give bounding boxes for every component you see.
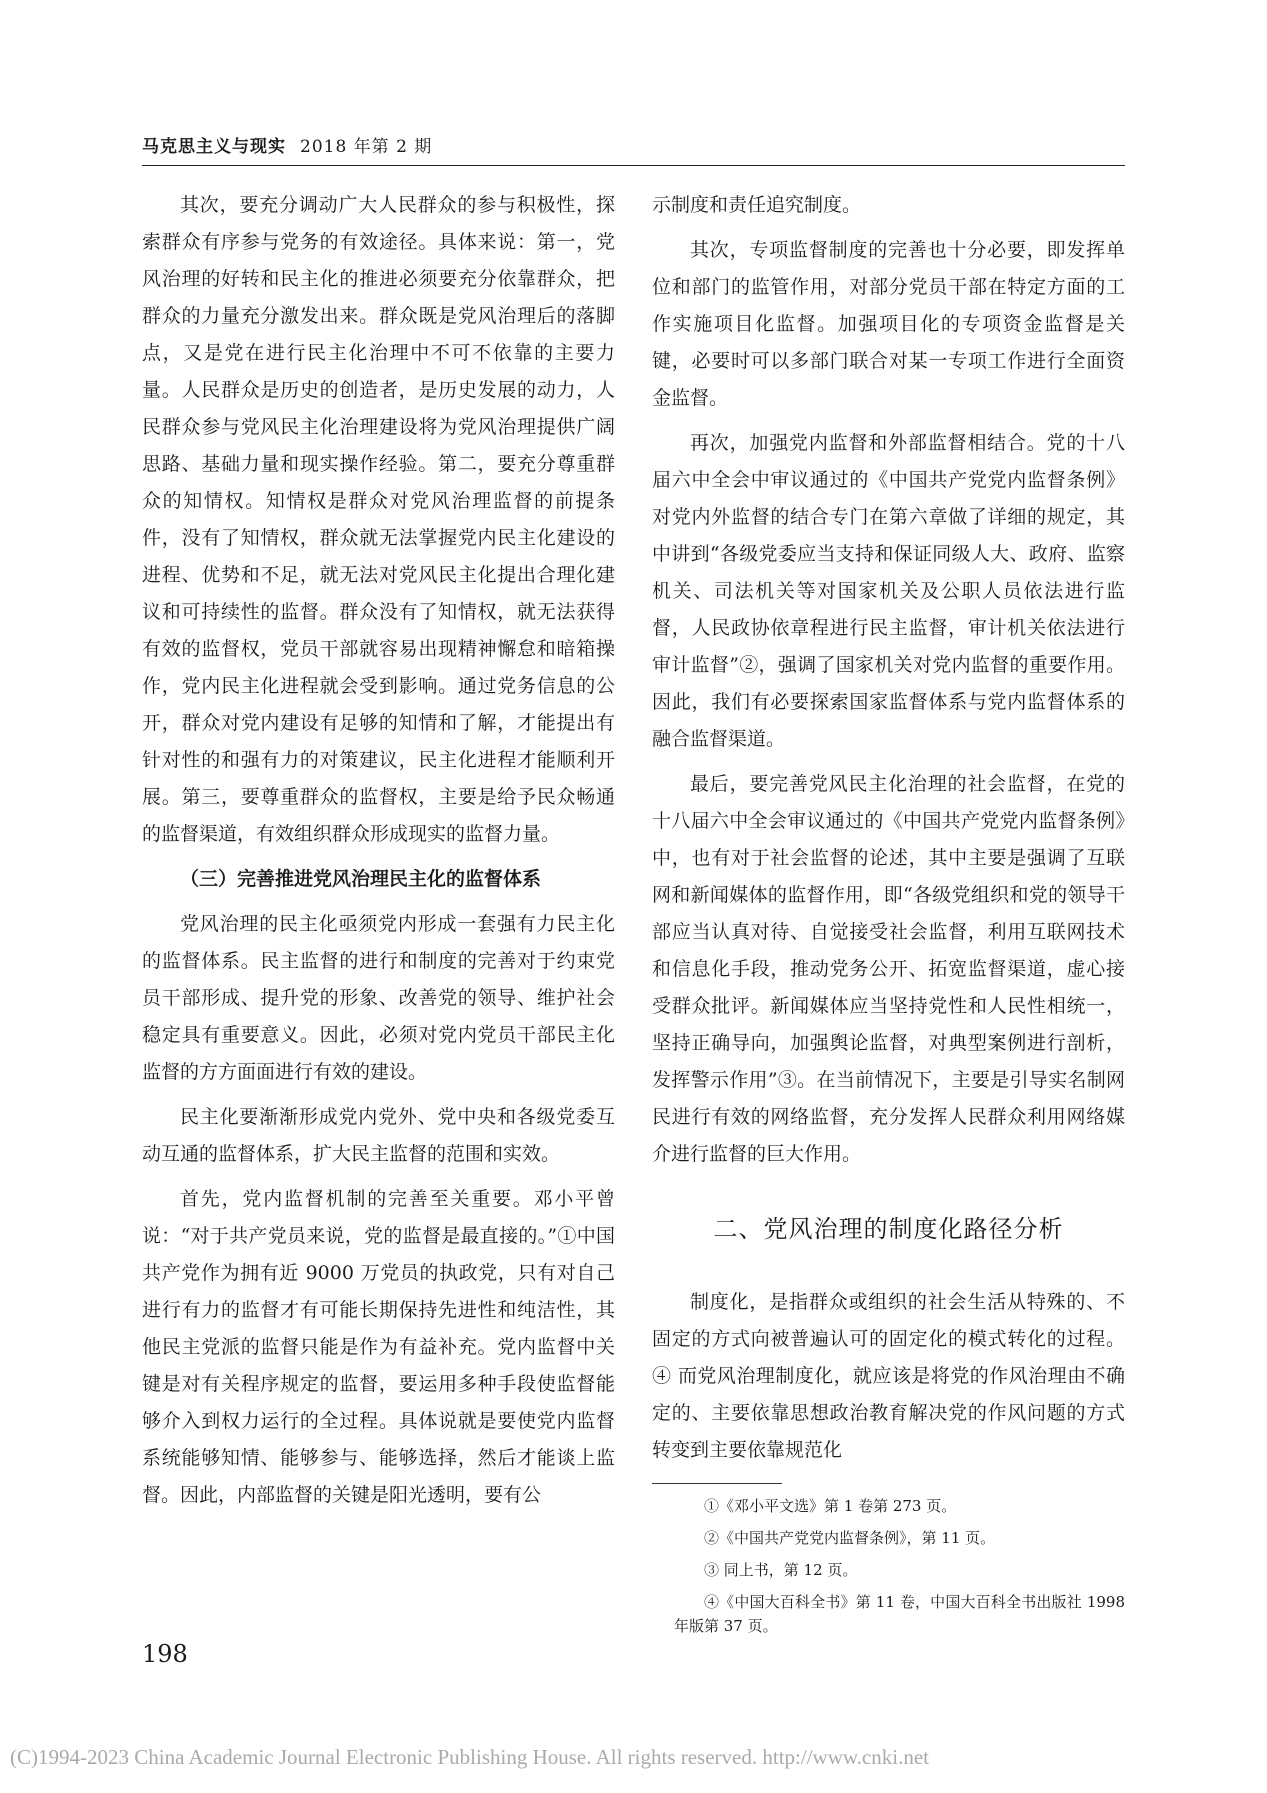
- journal-title: 马克思主义与现实: [142, 137, 286, 157]
- paragraph: 再次，加强党内监督和外部监督相结合。党的十八届六中全会中审议通过的《中国共产党党内监督条例》对党内外监督的结合专门在第六章做了详细的规定，其中讲到“各级党委应当支持和保证同级人大、政府、监察机关、司法机关等对国家机关及公职人员依法进行监督，人民政协依章程进行民主监督，审计机关依法进行审计监督”②，强调了国家机关对党内监督的重要作用。因此，我们有必要探索国家监督体系与党内监督体系的融合监督渠道。: [652, 432, 1125, 750]
- issue-label: 2018 年第 2 期: [300, 137, 433, 157]
- paragraph: 制度化，是指群众或组织的社会生活从特殊的、不固定的方式向被普遍认可的固定化的模式转化的过程。④ 而党风治理制度化，就应该是将党的作风治理由不确定的、主要依靠思想政治教育解决党的作风问题的方式转变到主要依靠规范化: [652, 1291, 1125, 1461]
- footnote: ④《中国大百科全书》第 11 卷，中国大百科全书出版社 1998 年版第 37 页。: [674, 1593, 1125, 1635]
- copyright-footer: (C)1994-2023 China Academic Journal Electronic Publishing House. All rights reserved. http://www.cnki.net: [10, 1745, 929, 1769]
- page-number: 198: [142, 1640, 188, 1668]
- header-divider: [142, 165, 1125, 166]
- running-header: [142, 132, 432, 157]
- paragraph: 民主化要渐渐形成党内党外、党中央和各级党委互动互通的监督体系，扩大民主监督的范围和实效。: [142, 1106, 615, 1165]
- paragraph: 党风治理的民主化亟须党内形成一套强有力民主化的监督体系。民主监督的进行和制度的完善对于约束党员干部形成、提升党的形象、改善党的领导、维护社会稳定具有重要意义。因此，必须对党内党员干部民主化监督的方方面面进行有效的建设。: [142, 913, 615, 1083]
- footnote: ①《邓小平文选》第 1 卷第 273 页。: [704, 1497, 957, 1515]
- subsection-heading: （三）完善推进党风治理民主化的监督体系: [180, 868, 542, 890]
- footnote: ②《中国共产党党内监督条例》，第 11 页。: [704, 1529, 996, 1547]
- paragraph: 其次，专项监督制度的完善也十分必要，即发挥单位和部门的监管作用，对部分党员干部在特定方面的工作实施项目化监督。加强项目化的专项资金监督是关键，必要时可以多部门联合对某一专项工作进行全面资金监督。: [652, 239, 1125, 409]
- footnote-divider: [652, 1483, 782, 1484]
- paragraph: 最后，要完善党风民主化治理的社会监督，在党的十八届六中全会审议通过的《中国共产党党内监督条例》中，也有对于社会监督的论述，其中主要是强调了互联网和新闻媒体的监督作用，即“各级党组织和党的领导干部应当认真对待、自觉接受社会监督，利用互联网技术和信息化手段，推动党务公开、拓宽监督渠道，虚心接受群众批评。新闻媒体应当坚持党性和人民性相统一，坚持正确导向，加强舆论监督，对典型案例进行剖析，发挥警示作用”③。在当前情况下，主要是引导实名制网民进行有效的网络监督，充分发挥人民群众利用网络媒介进行监督的巨大作用。: [652, 773, 1125, 1165]
- right-column: [652, 187, 1125, 1646]
- section-title: 二、党风治理的制度化路径分析: [713, 1215, 1064, 1243]
- left-column: [142, 187, 615, 1522]
- footnote: ③ 同上书，第 12 页。: [704, 1561, 858, 1579]
- paragraph: 其次，要充分调动广大人民群众的参与积极性，探索群众有序参与党务的有效途径。具体来说：第一，党风治理的好转和民主化的推进必须要充分依靠群众，把群众的力量充分激发出来。群众既是党风治理后的落脚点，又是党在进行民主化治理中不可不依靠的主要力量。人民群众是历史的创造者，是历史发展的动力，人民群众参与党风民主化治理建设将为党风治理提供广阔思路、基础力量和现实操作经验。第二，要充分尊重群众的知情权。知情权是群众对党风治理监督的前提条件，没有了知情权，群众就无法掌握党内民主化建设的进程、优势和不足，就无法对党风民主化提出合理化建议和可持续性的监督。群众没有了知情权，就无法获得有效的监督权，党员干部就容易出现精神懈怠和暗箱操作，党内民主化进程就会受到影响。通过党务信息的公开，群众对党内建设有足够的知情和了解，才能提出有针对性的和强有力的对策建议，民主化进程才能顺利开展。第三，要尊重群众的监督权，主要是给予民众畅通的监督渠道，有效组织群众形成现实的监督力量。: [142, 194, 615, 845]
- paragraph: 首先，党内监督机制的完善至关重要。邓小平曾说：“对于共产党员来说，党的监督是最直接的。”①中国共产党作为拥有近 9000 万党员的执政党，只有对自己进行有力的监督才有可能长期保持先进性和纯洁性，其他民主党派的监督只能是作为有益补充。党内监督中关键是对有关程序规定的监督，要运用多种手段使监督能够介入到权力运行的全过程。具体说就是要使党内监督系统能够知情、能够参与、能够选择，然后才能谈上监督。因此，内部监督的关键是阳光透明，要有公: [142, 1188, 615, 1506]
- paragraph-continued: 示制度和责任追究制度。: [652, 194, 862, 216]
